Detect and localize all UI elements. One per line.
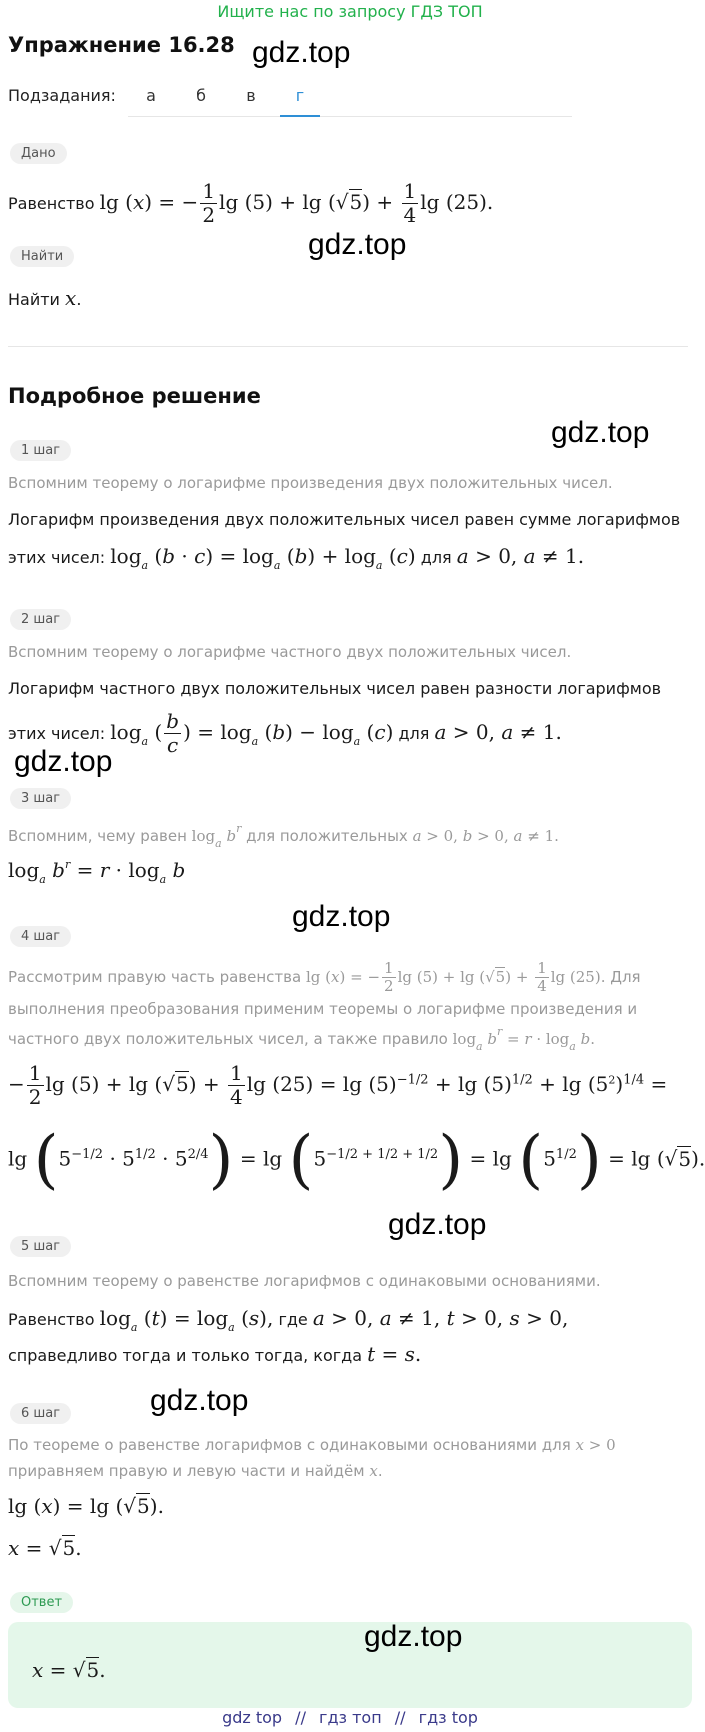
answer-badge: Ответ: [10, 1592, 73, 1613]
promo-banner[interactable]: Ищите нас по запросу ГДЗ ТОП: [217, 2, 483, 21]
watermark: gdz.top: [252, 36, 351, 69]
hint-condition: x > 0: [575, 1436, 616, 1454]
step-hint-line3: [8, 1025, 595, 1053]
footer-link[interactable]: gdz top: [222, 1708, 283, 1727]
step-hint: Вспомним теорему о равенстве логарифмов с одинаковыми основаниями.: [8, 1272, 601, 1290]
transform-line1: − $\frac{1}{2}$ lg (5) + lg (√5) + $\frac{1}{4}$ $\lg (25) = \lg (5)^{-1/2} + \lg (5)^{1/2} + \lg (5^2)^{1/4}$ =: [8, 1061, 668, 1109]
subtask-tab-a[interactable]: а: [146, 86, 156, 105]
step-hint: [8, 822, 559, 850]
footer-links: [0, 1708, 700, 1727]
hint-prefix: Вспомним, чему равен: [8, 827, 187, 845]
given-prefix: Равенство: [8, 194, 95, 213]
footer-link[interactable]: гдз top: [418, 1708, 478, 1727]
watermark: gdz.top: [14, 745, 113, 778]
product-rule-formula: $\log_a (b \cdot c) = \log_a (b) + \log_a (c)$: [110, 544, 416, 572]
footer-separator: //: [295, 1708, 306, 1727]
given-statement: [8, 180, 493, 227]
condition: a > 0, a ≠ 1.: [434, 720, 562, 744]
solution-title: Подробное решение: [8, 384, 261, 408]
step-badge: 2 шаг: [10, 609, 71, 630]
find-statement: Найти x.: [8, 286, 82, 310]
final-result: x = √5.: [8, 1536, 82, 1560]
line-prefix: Равенство: [8, 1310, 95, 1329]
divider: [8, 346, 688, 347]
step-hint: Вспомним теорему о логарифме произведения двух положительных чисел.: [8, 474, 613, 492]
condition-prefix: для: [420, 548, 452, 567]
page-title: Упражнение 16.28: [8, 33, 235, 57]
step-badge: 5 шаг: [10, 1236, 71, 1257]
watermark: gdz.top: [308, 228, 407, 261]
hint-line2-prefix: приравняем правую и левую части и найдём: [8, 1462, 365, 1480]
find-badge: Найти: [10, 246, 74, 267]
step-text: Логарифм частного двух положительных чисел равен разности логарифмов: [8, 679, 662, 698]
hint-expression: lg (x) = − $\frac{1}{2}$ lg (5) + lg (√5) + $\frac{1}{4}$ lg (25).: [305, 959, 606, 996]
step-badge: 3 шаг: [10, 788, 71, 809]
subtask-tab-v[interactable]: в: [246, 86, 256, 105]
step-hint: Вспомним теорему о логарифме частного двух положительных чисел.: [8, 643, 572, 661]
step-text: Логарифм произведения двух положительных чисел равен сумме логарифмов: [8, 510, 681, 529]
t-equals-s: t = s.: [367, 1342, 422, 1366]
condition: a > 0, a ≠ 1.: [456, 544, 585, 568]
step-badge: 6 шаг: [10, 1403, 71, 1424]
find-prefix: Найти: [8, 290, 60, 309]
step-hint: [8, 1436, 616, 1454]
answer-box: [8, 1622, 692, 1708]
final-equation: lg (x) = lg (√5).: [8, 1494, 164, 1518]
hint-var: x: [369, 1462, 378, 1480]
hint-mid: для положительных: [246, 827, 408, 845]
watermark: gdz.top: [388, 1208, 487, 1241]
footer-separator: //: [394, 1708, 406, 1727]
hint-expression: $\log_a b^r$: [191, 822, 242, 850]
watermark: gdz.top: [150, 1384, 249, 1417]
step-text-prefix: этих чисел:: [8, 548, 106, 567]
given-badge: Дано: [10, 143, 67, 164]
find-var: x: [65, 286, 77, 310]
step-hint-line2: выполнения преобразования применим теоремы о логарифме произведения и: [8, 1000, 638, 1018]
log-equality: $\log_a (t) = \log_a (s)$,: [99, 1306, 274, 1334]
footer-link[interactable]: гдз топ: [319, 1708, 382, 1727]
hint-prefix: Рассмотрим правую часть равенства: [8, 967, 302, 986]
watermark: gdz.top: [292, 900, 391, 933]
line-mid: где: [278, 1310, 308, 1329]
watermark: gdz.top: [364, 1620, 463, 1653]
line-prefix: справедливо тогда и только тогда, когда: [8, 1346, 363, 1365]
hint-suffix: Для: [610, 967, 641, 986]
hint-prefix: По теореме о равенстве логарифмов с одинаковыми основаниями для: [8, 1436, 571, 1454]
hint-rule: $\log_a b^r = r \cdot \log_a b$.: [452, 1025, 596, 1053]
step-hint: [8, 960, 641, 996]
domain-condition: a > 0, a ≠ 1, t > 0, s > 0,: [312, 1306, 569, 1330]
step-badge: 1 шаг: [10, 440, 71, 461]
step-text-prefix: этих чисел:: [8, 724, 106, 743]
equality-consequence: [8, 1342, 421, 1366]
given-equation: lg (x) = − $\frac{1}{2}$ lg (5) + lg (√5) + $\frac{1}{4}$ lg (25).: [99, 179, 494, 227]
step-hint-line2: приравняем правую и левую части и найдём x.: [8, 1462, 383, 1480]
subtasks-label: Подзадания:: [8, 86, 116, 105]
step-badge: 4 шаг: [10, 926, 71, 947]
subtask-tabs: [128, 80, 572, 117]
answer-value: x = √5.: [32, 1658, 106, 1682]
subtask-tab-g[interactable]: г: [280, 86, 320, 105]
equality-condition: [8, 1306, 568, 1334]
quotient-rule-formula: $\log_a$ ( $\frac{b}{c}$ ) = $\log_a (b) - \log_a (c)$: [110, 709, 394, 757]
watermark: gdz.top: [551, 416, 650, 449]
condition-prefix: для: [398, 724, 430, 743]
subtask-tab-b[interactable]: б: [196, 86, 206, 105]
hint-condition: a > 0, b > 0, a ≠ 1.: [412, 827, 559, 845]
hint-line3-prefix: частного двух положительных чисел, а также правило: [8, 1030, 448, 1048]
step-formula-line: [8, 544, 584, 572]
transform-line2: $\lg (5^{-1/2} \cdot 5^{1/2} \cdot 5^{2/4}) = \lg (5^{-1/2 + 1/2 + 1/2}) = \lg (5^{1/2}) = \lg (√5)$.: [8, 1123, 705, 1197]
power-rule-formula: $\log_a b^r = r \cdot \log_a b$: [8, 858, 186, 886]
